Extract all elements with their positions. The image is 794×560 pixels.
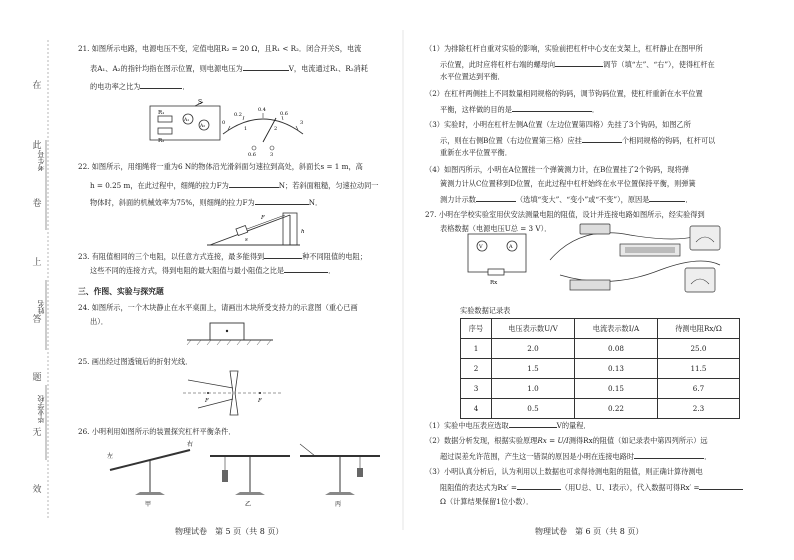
- svg-text:F: F: [258, 398, 262, 404]
- svg-text:F: F: [261, 215, 265, 221]
- field-exam-number: 考生号: [37, 150, 45, 171]
- svg-text:A₁: A₁: [184, 118, 190, 123]
- q26-line1: 26. 小明利用如图所示的装置探究杠杆平衡条件．: [78, 427, 236, 436]
- table-row: 3 1.0 0.15 6.7: [461, 379, 740, 399]
- svg-text:A₂: A₂: [200, 124, 206, 129]
- q23-line2: 这些不同的连接方式，得到电阻的最大阻值与最小阻值之比是 ．: [90, 266, 336, 275]
- table-header: 电流表示数I/A: [575, 319, 658, 339]
- svg-text:3: 3: [300, 120, 304, 126]
- q21-line1: 21. 如图所示电路，电源电压不变，定值电阻R₂ = 20 Ω，且R₁ < R₂．闭合开关S，电流: [78, 44, 362, 53]
- svg-text:丙: 丙: [335, 501, 342, 508]
- q21-line3: 的电功率之比为 ．: [90, 82, 190, 91]
- section-heading: 三、作图、实验与探究题: [78, 287, 164, 296]
- q26-2-line2: 平衡，这样做的目的是 ．: [440, 105, 600, 114]
- side-label: 此: [32, 141, 42, 151]
- side-label: 题: [32, 373, 42, 383]
- q26-1-line2: 示位置，此时应将杠杆右端的螺母向 调节（填“左”、“右”），使得杠杆在: [440, 60, 715, 69]
- page-footer: 物理试卷 第 5 页（共 8 页）: [175, 527, 284, 536]
- q27-1: （1）实验中电压表应选取 V的量程．: [425, 421, 591, 430]
- q24-line1: 24. 如图所示，一个木块静止在水平桌面上，请画出木块所受支持力的示意图（重心已画: [78, 303, 358, 312]
- q25-line1: 25. 画出经过图透镜后的折射光线．: [78, 357, 193, 366]
- q22-line2: h = 0.25 m，在此过程中，细绳的拉力F为 N；若斜面粗糙，匀速拉动同一: [90, 181, 379, 190]
- svg-text:左: 左: [107, 453, 114, 460]
- q27-2-line1: （2）数据分析发现，根据实验原理Rx = U/I测得Rx的阻值（如记录表中第四列所示）远: [425, 436, 708, 445]
- svg-text:乙: 乙: [245, 501, 252, 508]
- svg-text:右: 右: [187, 441, 194, 448]
- svg-text:0: 0: [222, 120, 226, 126]
- q21-ammeter-dial: [218, 104, 308, 158]
- answer-blank[interactable]: [509, 419, 557, 428]
- table-title: 实验数据记录表: [460, 306, 511, 315]
- answer-blank[interactable]: [582, 134, 622, 143]
- q25-lens-figure: [178, 368, 288, 418]
- q26-4-line2: 簧测力计从C位置移到D位置，在此过程中杠杆始终在水平位置保持平衡，则弹簧: [440, 179, 696, 188]
- answer-blank[interactable]: [284, 264, 328, 273]
- answer-blank[interactable]: [512, 103, 592, 112]
- data-table: [460, 318, 740, 419]
- svg-text:S: S: [198, 99, 203, 106]
- answer-blank[interactable]: [243, 62, 289, 71]
- table-row: 4 0.5 0.22 2.3: [461, 399, 740, 419]
- svg-text:F: F: [205, 398, 209, 404]
- lever-figure-jia: [107, 440, 193, 508]
- svg-text:A: A: [509, 244, 513, 250]
- q26-3-line3: 重新在水平位置平衡．: [440, 148, 512, 157]
- svg-text:V: V: [479, 244, 483, 250]
- svg-text:R₁: R₁: [158, 110, 165, 116]
- table-row: 1 2.0 0.08 25.0: [461, 339, 740, 359]
- answer-blank[interactable]: [255, 196, 309, 205]
- answer-blank[interactable]: [229, 179, 279, 188]
- q27-3-line1: （3）小明认真分析后，认为利用以上数据也可求得待测电阻的阻值，则正确计算待测电: [425, 467, 703, 476]
- table-row: 2 1.5 0.13 11.5: [461, 359, 740, 379]
- q26-3-line2: 示，则在右侧B位置（右边位置第三格）应挂 个相同规格的钩码，杠杆可以: [440, 136, 716, 145]
- formula-rx: Rx = U/I: [537, 436, 569, 445]
- answer-blank[interactable]: [140, 80, 182, 89]
- q26-lever-figures: [95, 440, 385, 510]
- table-header-row: [461, 319, 740, 339]
- lever-figure-yi: [210, 456, 290, 508]
- q24-block-figure: [185, 318, 275, 348]
- svg-text:1: 1: [244, 126, 248, 132]
- q26-1-line3: 水平位置达到平衡．: [440, 72, 505, 81]
- side-label: 在: [32, 81, 42, 91]
- svg-text:R₂: R₂: [158, 138, 165, 144]
- q22-line1: 22. 如图所示，用细绳将一重为6 N的物体沿光滑斜面匀速拉到高处，斜面长s = 1 m，高: [78, 162, 363, 171]
- answer-blank[interactable]: [476, 193, 516, 202]
- svg-text:甲: 甲: [145, 501, 152, 508]
- answer-blank[interactable]: [555, 58, 603, 67]
- q23-line1: 23. 有阻值相同的三个电阻，以任意方式连接，最多能得到 种不同阻值的电阻；: [78, 252, 367, 261]
- q26-2-line1: （2）在杠杆两侧挂上不同数量相同规格的钩码，调节钩码位置，使杠杆重新在水平位置: [425, 89, 703, 98]
- q21-line2: 表A₁、A₂的指针均指在图示位置，则电源电压为 V，电流通过R₁、R₂消耗: [90, 64, 368, 73]
- q27-3-line2: 阻阻值的表达式为Rx′ = （用U总、U、I表示），代入数据可得Rx′ =: [440, 481, 743, 493]
- q22-incline-figure: [205, 205, 315, 250]
- svg-text:s: s: [245, 237, 248, 243]
- field-name: 姓名: [37, 300, 45, 314]
- side-label: 效: [32, 485, 42, 495]
- field-school: 毕业学校: [37, 395, 45, 423]
- q26-1-line1: （1）为排除杠杆自重对实验的影响，实验前把杠杆中心支在支架上，杠杆静止在图甲所: [425, 44, 703, 53]
- svg-text:Rx: Rx: [490, 280, 498, 286]
- page-footer: 物理试卷 第 6 页（共 8 页）: [535, 527, 644, 536]
- q26-4-line3: 测力计示数 （选填“变大”、“变小”或“不变”），原因是 ．: [440, 195, 693, 204]
- side-label: 无: [32, 428, 42, 438]
- side-label: 上: [32, 258, 42, 268]
- q26-3-line1: （3）实验时，小明在杠杆左侧A位置（左边位置第四格）先挂了3个钩码，如图乙所: [425, 120, 691, 129]
- q26-4-line1: （4）如图丙所示，小明在A位置挂一个弹簧测力计，在B位置挂了2个钩码，现将弹: [425, 165, 689, 174]
- q27-line2: 表格数据（电源电压U总 = 3 V）．: [440, 224, 552, 233]
- svg-text:0.6: 0.6: [280, 111, 288, 117]
- table-header: 电压表示数U/V: [492, 319, 575, 339]
- answer-blank[interactable]: [517, 481, 561, 490]
- svg-text:0.4: 0.4: [258, 107, 266, 113]
- table-header: 待测电阻Rx/Ω: [658, 319, 740, 339]
- table-header: 序号: [461, 319, 492, 339]
- q22-line3: 物体时，斜面的机械效率为75%，则细绳的拉力F为 N．: [90, 198, 323, 207]
- answer-blank[interactable]: [649, 193, 685, 202]
- q27-circuit-figure: [460, 220, 780, 300]
- answer-blank[interactable]: [634, 450, 704, 459]
- q24-line2: 出）．: [90, 317, 108, 326]
- q27-3-line3: Ω（计算结果保留1位小数）．: [440, 497, 534, 506]
- answer-blank[interactable]: [699, 481, 743, 490]
- side-label: 卷: [32, 199, 42, 209]
- svg-text:0.6: 0.6: [248, 152, 256, 158]
- answer-blank[interactable]: [264, 250, 302, 259]
- q27-line1: 27. 小明在学校实验室用伏安法测量电阻的阻值，设计并连接电路如图所示，经实验得到: [425, 210, 705, 219]
- svg-text:h: h: [301, 229, 305, 235]
- svg-text:0.2: 0.2: [234, 112, 242, 118]
- q27-2-line2: 超过误差允许范围，产生这一错误的原因是小明在连接电路时 ．: [440, 452, 712, 461]
- svg-text:2: 2: [274, 126, 278, 132]
- svg-text:3: 3: [270, 152, 274, 158]
- lever-figure-bing: [300, 444, 380, 508]
- side-label: 答: [32, 315, 42, 325]
